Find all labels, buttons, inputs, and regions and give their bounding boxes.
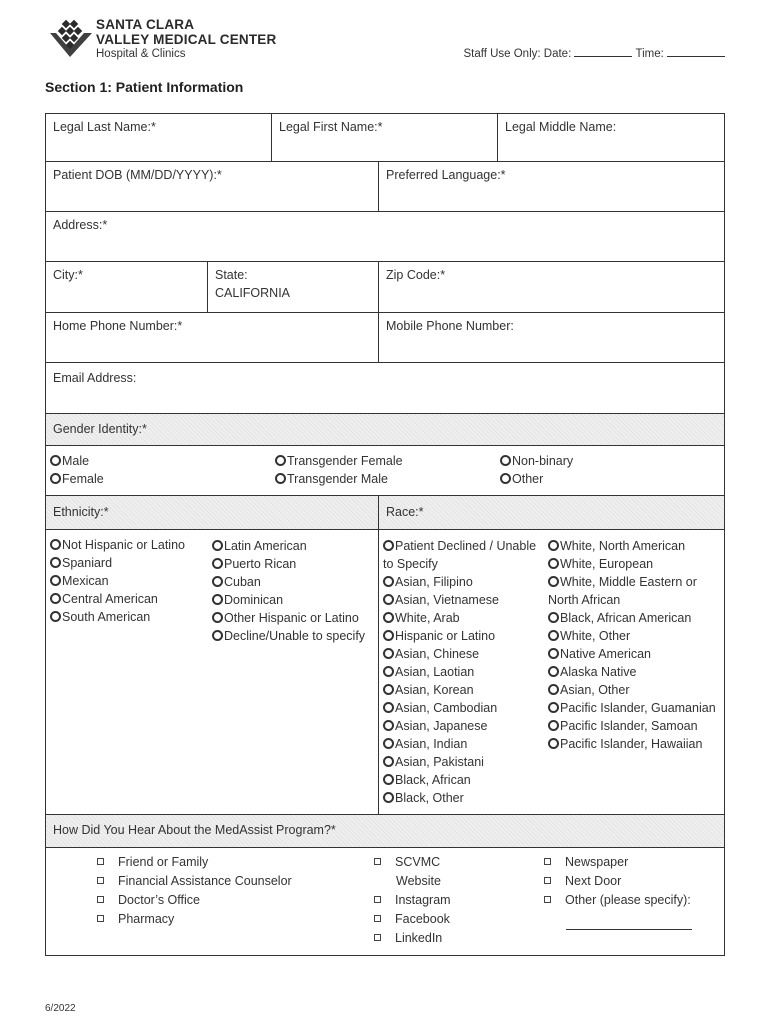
race-option-white-other[interactable] <box>548 627 723 645</box>
mobile-phone-label: Mobile Phone Number: <box>386 319 514 333</box>
race-option-label: Alaska Native <box>560 665 637 679</box>
radio-icon[interactable] <box>548 558 559 569</box>
ethnicity-option-latin-american[interactable] <box>212 537 377 555</box>
address-row <box>46 212 724 262</box>
hear-option-label: Newspaper <box>565 855 629 869</box>
radio-icon[interactable] <box>383 792 394 803</box>
radio-icon[interactable] <box>548 702 559 713</box>
radio-icon[interactable] <box>548 738 559 749</box>
checkbox-icon[interactable] <box>544 858 551 865</box>
race-option-label: Asian, Japanese <box>395 719 488 733</box>
ethnicity-option-central-american[interactable] <box>50 590 205 608</box>
hear-label: How Did You Hear About the MedAssist Program?* <box>53 823 336 837</box>
gender-option-trans-male[interactable] <box>275 470 403 488</box>
hear-option-label: Friend or Family <box>118 855 209 869</box>
checkbox-icon[interactable] <box>97 915 104 922</box>
ethnicity-option-label: Not Hispanic or Latino <box>62 538 185 552</box>
race-option-asian-japanese[interactable] <box>383 717 543 735</box>
radio-icon[interactable] <box>548 648 559 659</box>
radio-icon[interactable] <box>50 473 61 484</box>
phone-row <box>46 313 724 363</box>
hear-option-label: Pharmacy <box>118 912 175 926</box>
hear-option-instagram[interactable] <box>374 891 451 910</box>
ethnicity-option-dominican[interactable] <box>212 591 377 609</box>
race-option-white-european[interactable] <box>548 555 723 573</box>
org-subtitle: Hospital & Clinics <box>96 48 186 60</box>
ethnicity-option-label: Central American <box>62 592 158 606</box>
first-name-field[interactable] <box>272 114 498 161</box>
race-option-asian-vietnamese[interactable] <box>383 591 543 609</box>
hear-option-next-door[interactable] <box>544 872 692 891</box>
hear-options-row <box>46 848 724 955</box>
race-option-white-north-american[interactable] <box>548 537 723 555</box>
checkbox-icon[interactable] <box>97 896 104 903</box>
hear-header-row <box>46 815 724 848</box>
radio-icon[interactable] <box>383 612 394 623</box>
hear-col2 <box>374 853 451 948</box>
hear-option-linkedin[interactable] <box>374 929 451 948</box>
dob-language-row <box>46 162 724 212</box>
city-state-zip-row <box>46 262 724 313</box>
org-name-line1: SANTA CLARA <box>96 17 195 32</box>
race-option-white-middle-eastern-or-north-african[interactable] <box>548 573 723 609</box>
race-option-label: Asian, Pakistani <box>395 755 484 769</box>
race-option-white-arab[interactable] <box>383 609 543 627</box>
dob-field[interactable] <box>46 162 379 211</box>
ethnicity-option-label: Mexican <box>62 574 109 588</box>
gender-non-binary-label: Non-binary <box>512 454 574 468</box>
hear-option-facebook[interactable] <box>374 910 451 929</box>
ethnicity-option-label: Puerto Rican <box>224 557 297 571</box>
race-option-pacific-islander-samoan[interactable] <box>548 717 723 735</box>
radio-icon[interactable] <box>548 612 559 623</box>
zip-label: Zip Code:* <box>386 268 446 282</box>
radio-icon[interactable] <box>212 558 223 569</box>
hear-option-label: Other (please specify): <box>565 893 691 907</box>
race-option-hispanic-or-latino[interactable] <box>383 627 543 645</box>
radio-icon[interactable] <box>383 576 394 587</box>
hear-option-label: Next Door <box>565 874 622 888</box>
radio-icon[interactable] <box>50 455 61 466</box>
hear-option-pharmacy[interactable] <box>97 910 292 929</box>
race-option-label: Pacific Islander, Hawaiian <box>560 737 703 751</box>
address-field[interactable] <box>46 212 724 261</box>
race-option-asian-other[interactable] <box>548 681 723 699</box>
ethnicity-options <box>46 530 379 814</box>
home-phone-field[interactable] <box>46 313 379 362</box>
state-field[interactable] <box>208 262 379 312</box>
ethnicity-option-south-american[interactable] <box>50 608 205 626</box>
radio-icon[interactable] <box>50 611 61 622</box>
last-name-label: Legal Last Name:* <box>53 120 156 134</box>
state-label: State: <box>215 268 248 282</box>
name-row <box>46 114 724 162</box>
city-field[interactable] <box>46 262 208 312</box>
ethnicity-race-options-row <box>46 530 724 815</box>
radio-icon[interactable] <box>383 684 394 695</box>
race-option-label: White, Other <box>560 629 631 643</box>
hear-option-label: Financial Assistance Counselor <box>118 874 292 888</box>
staff-time-field[interactable] <box>667 47 725 57</box>
staff-date-label: Staff Use Only: Date: <box>463 48 572 60</box>
race-option-label: Asian, Cambodian <box>395 701 498 715</box>
radio-icon[interactable] <box>500 473 511 484</box>
race-option-black-other[interactable] <box>383 789 543 807</box>
ethnicity-option-label: South American <box>62 610 151 624</box>
race-option-label: White, Arab <box>395 611 460 625</box>
hear-option-doctor-s-office[interactable] <box>97 891 292 910</box>
race-option-label: Hispanic or Latino <box>395 629 496 643</box>
radio-icon[interactable] <box>383 594 394 605</box>
checkbox-icon[interactable] <box>374 858 381 865</box>
checkbox-icon[interactable] <box>374 934 381 941</box>
race-option-label: Pacific Islander, Samoan <box>560 719 698 733</box>
gender-option-male[interactable] <box>50 452 104 470</box>
radio-icon[interactable] <box>500 455 511 466</box>
radio-icon[interactable] <box>548 576 559 587</box>
email-label: Email Address: <box>53 371 137 385</box>
race-option-asian-pakistani[interactable] <box>383 753 543 771</box>
middle-name-field[interactable] <box>498 114 724 161</box>
hear-option-newspaper[interactable] <box>544 853 692 872</box>
gender-option-trans-female[interactable] <box>275 452 403 470</box>
race-option-label: Asian, Korean <box>395 683 474 697</box>
radio-icon[interactable] <box>383 720 394 731</box>
ethnicity-option-puerto-rican[interactable] <box>212 555 377 573</box>
checkbox-icon[interactable] <box>544 877 551 884</box>
radio-icon[interactable] <box>212 594 223 605</box>
dob-label: Patient DOB (MM/DD/YYYY):* <box>53 168 222 182</box>
race-option-asian-filipino[interactable] <box>383 573 543 591</box>
race-option-label: Black, Other <box>395 791 464 805</box>
race-option-asian-chinese[interactable] <box>383 645 543 663</box>
hear-col3 <box>544 853 692 933</box>
hear-option-label: LinkedIn <box>395 931 443 945</box>
hear-scvmc-line2: Website <box>396 874 441 888</box>
radio-icon[interactable] <box>50 539 61 550</box>
race-option-label: Black, African <box>395 773 471 787</box>
radio-icon[interactable] <box>275 473 286 484</box>
ethnicity-option-label: Other Hispanic or Latino <box>224 611 359 625</box>
race-option-label: Pacific Islander, Guamanian <box>560 701 716 715</box>
race-option-label: Asian, Indian <box>395 737 468 751</box>
patient-info-form <box>45 113 725 956</box>
ethnicity-option-cuban[interactable] <box>212 573 377 591</box>
last-name-field[interactable] <box>46 114 272 161</box>
state-value: CALIFORNIA <box>215 286 291 300</box>
radio-icon[interactable] <box>383 756 394 767</box>
gender-option-female[interactable] <box>50 470 104 488</box>
race-option-label: Patient Declined / Unable to Specify <box>383 539 537 571</box>
radio-icon[interactable] <box>548 684 559 695</box>
race-option-label: Asian, Vietnamese <box>395 593 499 607</box>
org-logo <box>50 17 280 67</box>
radio-icon[interactable] <box>548 666 559 677</box>
ethnicity-option-label: Latin American <box>224 539 307 553</box>
checkbox-icon[interactable] <box>374 896 381 903</box>
ethnicity-option-label: Cuban <box>224 575 261 589</box>
radio-icon[interactable] <box>548 720 559 731</box>
mobile-phone-field[interactable] <box>379 313 724 362</box>
gender-option-other[interactable] <box>500 470 573 488</box>
gender-male-label: Male <box>62 454 90 468</box>
org-name-line2: VALLEY MEDICAL CENTER <box>96 32 277 47</box>
gender-options-row <box>46 446 724 496</box>
revision-date: 6/2022 <box>45 1003 76 1014</box>
hear-option-label: Instagram <box>395 893 451 907</box>
ethnicity-option-other-hispanic-or-latino[interactable] <box>212 609 377 627</box>
race-option-native-american[interactable] <box>548 645 723 663</box>
race-option-pacific-islander-hawaiian[interactable] <box>548 735 723 753</box>
race-option-label: Native American <box>560 647 652 661</box>
ethnicity-option-mexican[interactable] <box>50 572 205 590</box>
staff-date-field[interactable] <box>574 47 632 57</box>
race-option-label: White, North American <box>560 539 686 553</box>
home-phone-label: Home Phone Number:* <box>53 319 183 333</box>
ethnicity-race-header-row <box>46 496 724 530</box>
radio-icon[interactable] <box>383 702 394 713</box>
checkbox-icon[interactable] <box>544 896 551 903</box>
staff-time-label: Time: <box>635 48 664 60</box>
city-label: City:* <box>53 268 83 282</box>
race-option-asian-korean[interactable] <box>383 681 543 699</box>
radio-icon[interactable] <box>50 557 61 568</box>
radio-icon[interactable] <box>50 593 61 604</box>
other-specify-field[interactable] <box>566 924 692 930</box>
race-option-label: White, Middle Eastern or North African <box>548 575 697 607</box>
hear-option-label: Facebook <box>395 912 450 926</box>
gender-trans-female-label: Transgender Female <box>287 454 403 468</box>
hear-option-financial-assistance-counselor[interactable] <box>97 872 292 891</box>
radio-icon[interactable] <box>548 630 559 641</box>
race-option-black-african-american[interactable] <box>548 609 723 627</box>
ethnicity-option-spaniard[interactable] <box>50 554 205 572</box>
diamond-logo-icon <box>50 19 92 59</box>
hear-option-other-please-specify[interactable] <box>544 891 692 910</box>
race-option-label: Asian, Chinese <box>395 647 480 661</box>
race-option-patient-declined-unable-to-specify[interactable] <box>383 537 543 573</box>
radio-icon[interactable] <box>212 540 223 551</box>
staff-use-only <box>463 47 725 60</box>
gender-female-label: Female <box>62 472 104 486</box>
radio-icon[interactable] <box>383 666 394 677</box>
hear-option-label: Doctor’s Office <box>118 893 200 907</box>
ethnicity-option-label: Dominican <box>224 593 284 607</box>
language-label: Preferred Language:* <box>386 168 506 182</box>
race-label: Race:* <box>386 505 424 519</box>
race-option-asian-laotian[interactable] <box>383 663 543 681</box>
hear-option-friend-or-family[interactable] <box>97 853 292 872</box>
race-option-black-african[interactable] <box>383 771 543 789</box>
ethnicity-option-label: Spaniard <box>62 556 113 570</box>
checkbox-icon[interactable] <box>374 915 381 922</box>
race-option-pacific-islander-guamanian[interactable] <box>548 699 723 717</box>
race-options <box>379 530 724 814</box>
race-option-asian-indian[interactable] <box>383 735 543 753</box>
race-option-label: White, European <box>560 557 654 571</box>
radio-icon[interactable] <box>212 612 223 623</box>
gender-header-row <box>46 414 724 446</box>
gender-option-non-binary[interactable] <box>500 452 573 470</box>
hear-scvmc-label: SCVMC <box>395 855 441 869</box>
section-title: Section 1: Patient Information <box>45 79 244 95</box>
race-option-label: Asian, Other <box>560 683 630 697</box>
ethnicity-option-not-hispanic-or-latino[interactable] <box>50 536 205 554</box>
email-field[interactable] <box>46 363 724 413</box>
race-option-label: Asian, Filipino <box>395 575 473 589</box>
checkbox-icon[interactable] <box>97 858 104 865</box>
gender-trans-male-label: Transgender Male <box>287 472 388 486</box>
radio-icon[interactable] <box>383 738 394 749</box>
radio-icon[interactable] <box>383 774 394 785</box>
ethnicity-option-label: Decline/Unable to specify <box>224 629 366 643</box>
middle-name-label: Legal Middle Name: <box>505 120 617 134</box>
gender-label: Gender Identity:* <box>53 422 147 436</box>
radio-icon[interactable] <box>50 575 61 586</box>
radio-icon[interactable] <box>212 630 223 641</box>
language-field[interactable] <box>379 162 724 211</box>
gender-other-label: Other <box>512 472 544 486</box>
radio-icon[interactable] <box>548 540 559 551</box>
radio-icon[interactable] <box>275 455 286 466</box>
radio-icon[interactable] <box>383 630 394 641</box>
radio-icon[interactable] <box>383 540 394 551</box>
ethnicity-label: Ethnicity:* <box>46 496 379 529</box>
first-name-label: Legal First Name:* <box>279 120 383 134</box>
race-option-asian-cambodian[interactable] <box>383 699 543 717</box>
radio-icon[interactable] <box>212 576 223 587</box>
checkbox-icon[interactable] <box>97 877 104 884</box>
hear-option-scvmc-website[interactable] <box>374 853 451 872</box>
zip-field[interactable] <box>379 262 724 312</box>
ethnicity-option-decline-unable-to-specify[interactable] <box>212 627 377 645</box>
email-row <box>46 363 724 414</box>
race-option-label: Black, African American <box>560 611 692 625</box>
address-label: Address:* <box>53 218 108 232</box>
radio-icon[interactable] <box>383 648 394 659</box>
race-option-label: Asian, Laotian <box>395 665 475 679</box>
race-option-alaska-native[interactable] <box>548 663 723 681</box>
